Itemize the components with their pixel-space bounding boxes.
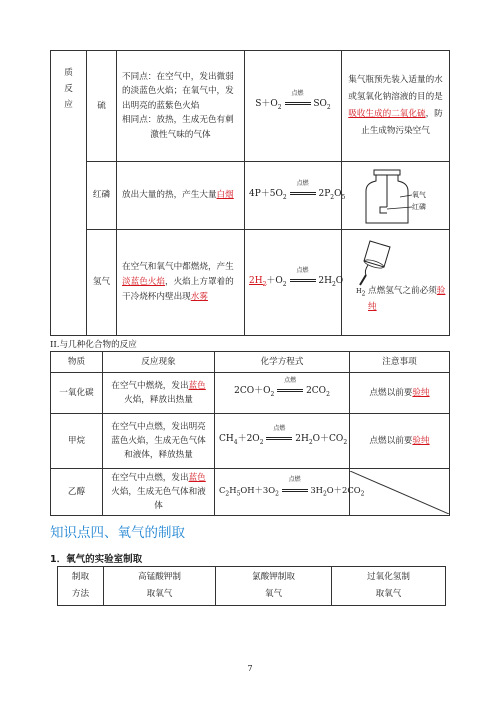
reaction-condition (290, 266, 316, 288)
phosphorus-label: 红磷 (412, 202, 426, 211)
jar-apparatus-icon (360, 167, 420, 227)
eq-part: 2H (318, 275, 332, 286)
ethanol-notes-empty (350, 469, 450, 516)
condition-label: 点燃 (296, 266, 309, 274)
h2-label: $H_2$ (356, 286, 366, 297)
eq-part: SO (313, 99, 327, 110)
sulfur-equation: $S+O_2$ 点燃 $SO_2$ (245, 51, 342, 162)
eq-part: 2H (249, 275, 263, 286)
method-kclo3-line2: 氧气 (264, 589, 283, 599)
co-notes (350, 373, 450, 414)
note-text: 点燃以前要 (369, 387, 413, 398)
eq-part: O＋2CO (326, 484, 361, 495)
header-equation: 化学方程式 (215, 352, 350, 373)
note-text: 点燃氢气之前必须 (368, 285, 437, 296)
ph-text: 在空气中燃烧，发出 (111, 381, 189, 391)
subheading: 1．氧气的实验室制取 (50, 554, 143, 565)
oxygen-preparation-table (57, 566, 446, 606)
ph-highlight: 白烟 (216, 190, 234, 200)
eq-part: S＋O (255, 99, 278, 110)
eq-part: 3H (310, 484, 323, 495)
eq-highlight: $2H_2$ (249, 275, 267, 288)
method-label-line2: 方法 (71, 589, 90, 599)
method-kmno4-line2: 取氧气 (146, 589, 173, 599)
substance-ethanol: 乙醇 (51, 469, 103, 516)
note-highlight: 验纯 (368, 285, 446, 312)
phosphorus-apparatus-cell (342, 162, 450, 230)
eq-part: ＋2O (237, 434, 260, 445)
methane-equation: $CH_4+2O_2$ 点燃 $2H_2O+CO_2$ (215, 414, 350, 469)
header-substance: 物质 (51, 352, 103, 373)
sulfur-ph-line: 激性气味的气体 (150, 129, 211, 140)
method-kclo3-line1: 氯酸钾制取 (252, 572, 295, 582)
ph-highlight: 蓝色 (188, 381, 206, 391)
reaction-condition (290, 179, 316, 201)
section-heading: II.与几种化合物的反应 (50, 340, 137, 350)
eq-part: 2P (318, 188, 331, 199)
header-notes: 注意事项 (350, 352, 450, 373)
sulfur-ph-line: 出明亮的蓝紫色火焰 (122, 100, 200, 111)
ph-text: 在空气和氧气中都燃烧，产生 (122, 262, 234, 272)
ethanol-equation: $C_2H_5OH+3O_2$ 点燃 $3H_2O+2CO_2$ (215, 469, 350, 516)
method-h2o2-line1: 过氧化氢制 (367, 572, 410, 582)
co-equation: $2CO+O_2$ 点燃 $2CO_2$ (215, 373, 350, 414)
condition-label: 点燃 (284, 377, 297, 385)
ethanol-phenomenon (103, 469, 215, 516)
reaction-condition (282, 475, 308, 497)
sulfur-ph-line: 相同点：放热，生成无色有刺 (122, 115, 234, 126)
ph-text: 火焰，生成无色气体和液体 (111, 487, 206, 511)
phosphorus-phenomenon (117, 162, 245, 230)
eq-part: 2H (295, 434, 309, 445)
eq-part: CH (219, 434, 234, 445)
ph-highlight: 蓝色 (188, 473, 206, 483)
ph-text: 在空气中点燃，发出 (111, 473, 189, 483)
method-kclo3 (216, 567, 332, 606)
co-phenomenon (103, 373, 215, 414)
ph-text: ，火焰上方罩着的干冷烧杯内壁出现 (122, 277, 234, 302)
method-label (58, 567, 104, 606)
note-text: ，防止生成物污染空气 (361, 109, 443, 136)
reaction-condition (285, 90, 311, 111)
sulfur-notes (342, 51, 450, 162)
method-kmno4 (104, 567, 216, 606)
sulfur-ph-line: 不同点：在空气中，发出微弱 (122, 71, 234, 82)
ph-highlight: 淡蓝色火焰 (122, 277, 165, 287)
note-text: 点燃以前要 (369, 435, 413, 446)
diagonal-strike (350, 471, 449, 514)
method-kmno4-line1: 高锰酸钾制 (138, 572, 181, 582)
ph-highlight: 水雾 (190, 292, 208, 302)
eq-part: 4P＋5O (249, 188, 283, 199)
eq-part: O＋CO (312, 434, 344, 445)
condition-label: 点燃 (273, 425, 286, 433)
compound-reactions-table (50, 351, 450, 516)
condition-label: 点燃 (296, 179, 309, 187)
substance-red-phosphorus: 红磷 (87, 162, 117, 230)
condition-label: 点燃 (288, 475, 301, 483)
phosphorus-equation: $4P+5O_2$ 点燃 $2P_2O_5$ (245, 162, 342, 230)
eq-part: 2CO＋O (234, 386, 271, 397)
ph-text: 火焰，释放出热量 (124, 395, 193, 405)
note-highlight: 吸收生成的二氧化硫 (348, 109, 426, 119)
note-text: 集气瓶预先装入适量的水或氢氧化钠溶液的目的是 (348, 75, 443, 102)
oxygen-label: 氧气 (412, 190, 426, 199)
oxygen-reactions-table (50, 50, 450, 336)
hydrogen-note (368, 283, 446, 315)
note-highlight: 验纯 (412, 387, 430, 398)
hydrogen-notes-cell (342, 230, 450, 336)
method-label-line1: 制取 (71, 572, 90, 582)
hydrogen-phenomenon (117, 230, 245, 336)
note-highlight: 验纯 (412, 435, 430, 446)
methane-notes (350, 414, 450, 469)
group-label: 质反应 (64, 68, 73, 110)
eq-part: C (219, 484, 226, 495)
substance-hydrogen: 氢气 (87, 230, 117, 336)
methane-phenomenon: 在空气中点燃，发出明亮蓝色火焰，生成无色气体和液体，释放热量 (103, 414, 215, 469)
eq-part: OH＋3O (240, 484, 276, 495)
method-h2o2-line2: 取氧气 (375, 589, 402, 599)
header-phenomenon: 反应现象 (103, 352, 215, 373)
knowledge-point-heading: 知识点四、氧气的制取 (50, 525, 185, 541)
sulfur-ph-line: 的淡蓝色火焰；在氧气中，发 (122, 86, 234, 97)
reaction-condition (266, 425, 292, 446)
ph-text: 放出大量的热，产生大量 (122, 190, 217, 200)
eq-part: ＋O (266, 275, 283, 286)
substance-sulfur: 硫 (87, 51, 117, 162)
substance-co: 一氧化碳 (51, 373, 103, 414)
sulfur-phenomenon (117, 51, 245, 162)
page-number: 7 (247, 664, 253, 673)
hydrogen-equation: $2H_2+O_2$ 点燃 $2H_2O$ (245, 230, 342, 336)
reaction-condition (277, 377, 303, 398)
beaker-flame-icon (352, 237, 396, 287)
h2-text: H (356, 286, 362, 295)
substance-methane: 甲烷 (51, 414, 103, 469)
eq-part: 2CO (306, 386, 327, 397)
method-h2o2 (332, 567, 446, 606)
condition-label: 点燃 (291, 90, 304, 98)
group-label-cell (51, 51, 87, 336)
